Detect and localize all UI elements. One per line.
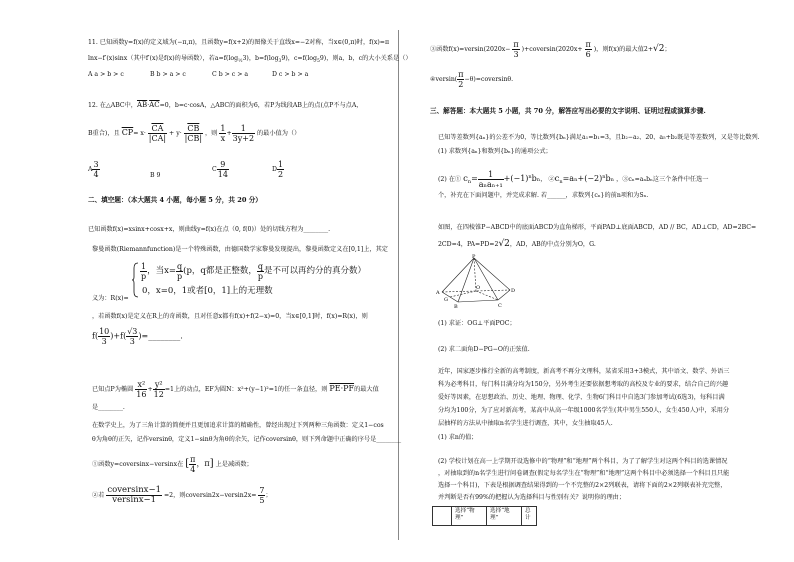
q15-part-a: 已知点P为椭圆 [92, 386, 134, 393]
q16-s3-b: )+coversin(2020x+ [521, 46, 583, 53]
q14-expr-c: )=________. [138, 331, 183, 341]
q19-part-1: (1) 求n的值； [438, 434, 478, 441]
q12-unit-ca [148, 124, 167, 143]
q19-line3: 爱好等因素，在思想政治、历史、地理、物理、化学、生物6门科目中自选3门参加考试(6选3)，每科目满 [438, 394, 725, 401]
q12-option-c-num: 9 [217, 160, 229, 170]
q11-line2-part1: lnx−f′(x)sinx（其中f′(x)是f(x)的导函数），若a=f(log [88, 55, 239, 62]
q11-option-b: B b > a > c [150, 71, 186, 78]
q15-y-frac [153, 380, 165, 399]
q16-s3-frac2-num: π [585, 40, 591, 49]
q12-frac-1-den: x [220, 134, 226, 143]
q16-s3-e: ； [664, 46, 671, 53]
q12-option-d-label: D [272, 166, 277, 173]
q16-line2: θ为角θ的正矢，记作versinθ，定义1−sinθ为角θ的余矢，记作coversinθ，则下列命题中正确的序号是________ [92, 436, 402, 443]
q11-line2-part2: 3)，b=f(log [242, 55, 279, 62]
q16-s2-num: coversinx−1 [107, 485, 161, 495]
q16-s3-a: ③函数f(x)=versin(2020x− [430, 46, 511, 53]
q16-s1-num: π [190, 455, 196, 464]
table-header-physics: 选择“物理” [452, 507, 487, 526]
q15-part-b: 上的动点，EF为圆N：x²+(y−1)²=1的任一条直径，则 [173, 386, 328, 393]
q14-expr-b: )+f( [110, 331, 127, 341]
q16-s3-c: )，则f(x)的最大值2+ [593, 46, 654, 53]
q12-plus: + [226, 130, 232, 137]
q14-expr-frac2 [126, 327, 138, 346]
q17-c2: c [554, 174, 560, 184]
q15-line2: 是________. [92, 404, 125, 411]
q14-case1-cond: (p，q都是正整数， [183, 266, 257, 276]
q19-part-2-line3: 选择一个科目)，下表是根据调查结果得到的一个不完整的2×2列联表，请将下面的2×2列联表补充完整， [438, 482, 727, 489]
section-2-heading: 二、填空题：（本大题共 4 小题，每小题 5 分，共 20 分） [88, 196, 262, 204]
q11-option-a: A a > b > c [88, 71, 124, 78]
q14-case-2: 0，x=0，1或者[0，1]上的无理数 [142, 286, 273, 296]
q17-c2-sub: n [559, 179, 563, 186]
q14-line3: ，若函数f(x)是定义在R上的奇函数，且对任意x都有f(x)+f(2−x)=0，当x∈[0,1]时，f(x)=R(x)，则 [92, 313, 368, 320]
q12-unit-cb [184, 124, 203, 143]
table-row [433, 507, 537, 526]
q12-frac-2 [232, 124, 255, 143]
q15-y-num: y² [153, 380, 165, 390]
q17-exp2: n [602, 173, 606, 180]
q14-def-label: 义为：R(x)= [92, 295, 129, 302]
q19-line2: 科为必考科目，每门科目满分均为150分，另外考生还要依据想考取的高校及专业的要求，结合自己的兴趣 [438, 381, 729, 388]
q14-expr-frac1 [98, 327, 110, 346]
q16-s4-b: −θ)=coversinθ. [464, 76, 514, 83]
q17-line1: 已知等差数列{aₙ}的公差不为0，等比数列{bₙ}满足a₁=b₁=3，且b₂−a₂、20、a₅+b₂既是等差数列，又是等比数列. [438, 134, 760, 141]
q12-cb-den: |CB| [184, 134, 203, 143]
table-cell-empty [433, 507, 452, 526]
q17-line2: (1) 求数列{aₙ}和数列{bₙ}的通项公式； [438, 148, 552, 155]
q16-s1-den: 4 [190, 465, 196, 474]
q12-frac-1-num: 1 [220, 124, 226, 133]
q16-s3-frac2 [585, 40, 592, 59]
label-a: A [436, 290, 440, 296]
q18-part-1: (1) 求证：OG⊥平面POC； [438, 320, 516, 327]
q14-expression [92, 327, 183, 346]
label-g: G [444, 297, 448, 303]
q12-plus-y: + y· [169, 130, 182, 137]
q16-s2-a: ②若 [92, 492, 105, 499]
q16-s1-a: ①函数y=coversinx−versinx在 [92, 461, 184, 468]
q11-line2-part3: 9)，c=f(log [281, 55, 317, 62]
label-o: O [476, 285, 481, 291]
q12-vec-ab: $\overline{AB}$ [137, 101, 148, 109]
q17-mid: ② [548, 176, 555, 183]
q12-option-c-den: 14 [217, 170, 228, 179]
label-p: P [472, 254, 476, 260]
q12-eq-x: = x· [133, 130, 146, 137]
q12-line2-part1: B重合)，且 [88, 130, 120, 137]
label-c: C [498, 303, 502, 308]
q12-option-a-num: 3 [93, 160, 99, 169]
q16-s2-b: =2，则coversin2x−versin2x= [163, 492, 257, 499]
q16-s2-val-num: 7 [259, 486, 265, 495]
q12-option-c-label: C [212, 166, 217, 173]
q11-option-d: D c > b > a [272, 71, 309, 78]
q17-frac [478, 170, 504, 189]
q12-line1-part2: =0，b=c·cosA，△ABC的面积为6，若P为线段AB上的点(点P不与点A， [159, 102, 363, 109]
q16-statement-1: ①函数y=coversinx−versinx在 [ $\frac{\pi}{4}$ ，π] 上是减函数； [92, 455, 253, 474]
q16-s3-frac1 [512, 40, 519, 59]
q18-line2 [438, 240, 596, 249]
q13-text: 已知函数f(x)=xsinx+cosx+x，则曲线y=f(x)在点（0, f(0)）处的切线方程为________. [88, 226, 331, 233]
q15-part-c: 的最大值 [354, 386, 379, 393]
q15-x-frac [135, 380, 147, 399]
q16-line1: 在数学史上，为了三角计算的简便并且更加追求计算的精确性，曾经出现过下列两种三角函数：定义1−cos [92, 422, 384, 429]
q16-s3-root: √2 [653, 44, 665, 54]
q12-then: ，则 [205, 130, 218, 137]
q12-option-d-num: 1 [277, 160, 284, 169]
q17-conditions [438, 170, 708, 189]
q17-frac-num: 1 [478, 170, 504, 180]
q17-c1-sub: n [467, 179, 472, 186]
q16-s1-upper: ，π [196, 459, 210, 468]
q14-case1-when: ，当x= [147, 266, 177, 276]
q16-s3-frac1-den: 3 [513, 50, 519, 59]
q19-part-2-line4: 并判断是否有99%的把握认为选择科目与性别有关？说明你的理由； [438, 494, 626, 501]
column-divider [398, 30, 399, 540]
q12-option-a-den: 4 [93, 170, 99, 179]
q17-eq: = [471, 174, 478, 183]
q17-post: ，③cₙ=aₙbₙ这三个条件中任选一 [616, 176, 709, 183]
q14-expr-frac2-den: 3 [129, 337, 135, 346]
q12-line2 [88, 124, 300, 143]
q12-vec-ac: $\overline{AC}$ [149, 101, 160, 109]
q12-option-b: B 9 [150, 172, 161, 179]
q16-statement-4 [430, 70, 513, 89]
q12-frac-2-num: 1 [232, 124, 255, 134]
q16-s2-den: versinx−1 [112, 495, 157, 505]
q14-case1-p: p [177, 272, 183, 281]
q16-statement-3 [430, 40, 671, 59]
q14-case1-num: 1 [141, 262, 147, 271]
q16-s4-num: π [458, 70, 464, 79]
q17-line4: 个，补充在下面问题中，并完成求解. 若______，求数列{cₙ}的前n项和为Sₙ. [438, 192, 649, 199]
q14-case1-p2: p [257, 272, 263, 281]
q18-part-2: (2) 求二面角D−PG−O的正弦值. [438, 346, 530, 353]
q14-case1-den: p [141, 272, 147, 281]
q18-line2-a: 2CD=4，PA=PD=2 [438, 241, 499, 248]
q14-case-1 [140, 262, 366, 281]
q17-plus-exp: n [528, 173, 532, 180]
q11-line2-part4: 9)，则a，b，c的大小关系是（） [319, 55, 412, 62]
q16-statement-2 [92, 486, 272, 505]
q16-s4-den: 2 [458, 80, 464, 89]
q17-plus: +(−1) [503, 174, 529, 183]
q18-line1: 如图，在四棱锥P−ABCD中的底面ABCD为直角梯形，平面PAD⊥底面ABCD，AD // BC，AD⊥CD，AD=2BC= [438, 224, 757, 231]
q14-case1-q2: q [257, 262, 263, 271]
q17-pre: (2) 在① [438, 176, 462, 183]
q15-y-den: 12 [153, 390, 164, 399]
contingency-table [432, 506, 537, 526]
q14-expr-frac1-num: 10 [99, 327, 110, 336]
q15-x-num: x² [135, 380, 147, 390]
q12-option-d [272, 160, 284, 179]
q17-bn2: bₙ [605, 174, 615, 183]
q14-case1-q: q [177, 262, 183, 271]
table-header-total: 总计 [522, 507, 537, 526]
q19-part-2-line1: (2) 学校计划在高一上学期开设选修中的“物理”和“地理”两个科目，为了了解学生对这两个科目的选课情况 [438, 458, 728, 465]
q12-option-c [212, 160, 229, 179]
q19-line5: 层抽样的方法从中抽取n名学生进行调查，其中，女生抽取45人. [438, 420, 613, 427]
label-b: B [454, 304, 458, 308]
q16-s3-frac2-den: 6 [585, 50, 591, 59]
q12-line1-part1: 12. 在△ABC中， [88, 102, 137, 109]
q11-option-c: C b > c > a [212, 71, 249, 78]
q12-tail: 的最小值为（） [257, 130, 301, 137]
q11-line1: 11. 已知函数y=f(x)的定义域为(−π,π)，且函数y=f(x+2)的图像关于直线x=−2对称，当x∈(0,π)时，f(x)=π [88, 39, 390, 46]
q17-bn: bₙ [531, 174, 541, 183]
q12-frac-2-den: 3y+2 [232, 134, 255, 143]
q17-frac-den: aₙaₙ₊₁ [478, 180, 503, 189]
q14-case1-tail: 是不可以再约分的真分数） [264, 266, 367, 276]
q16-s4-a: ④versin( [430, 76, 458, 83]
q14-brace [132, 262, 140, 298]
q12-ca-den: |CA| [148, 134, 167, 143]
q14-line1: 黎曼函数(Riemannfunction)是一个特殊函数，由德国数学家黎曼发现提出，黎曼函数定义在[0,1]上，其定 [92, 246, 388, 253]
q12-line1: 12. 在△ABC中，$\overline{AB}\cdot\overline{AC}=0$，b=c·cosA，△ABC的面积为6，若P为线段AB上的点(点P不与点A， [88, 101, 363, 109]
q16-s3-frac1-num: π [513, 40, 519, 49]
q12-option-a-frac [92, 160, 99, 179]
label-d: D [511, 288, 516, 294]
q12-cb-num: $\overline{CB}$ [184, 124, 203, 134]
q19-line1: 近年，国家逐步推行全新的高考制度，新高考不再分文理科，某省采用3+3模式，其中语文、数学、外语三 [438, 368, 730, 375]
q17-c1: c [463, 174, 468, 184]
q12-ca-num: $\overline{CA}$ [148, 124, 167, 134]
q15-vector-product: PE·PF [329, 384, 355, 393]
q12-option-c-frac [217, 160, 229, 179]
q14-case1-qp2 [257, 262, 264, 281]
table-header-geography: 选择“地理” [487, 507, 522, 526]
q17-eq2: =aₙ+(−2) [562, 174, 603, 183]
section-3-heading: 三、解答题：本大题共 5 小题，共 70 分，解答应写出必要的文字说明、证明过程或演算步骤. [430, 107, 706, 115]
q12-option-d-den: 2 [277, 170, 284, 179]
pyramid-figure [436, 254, 516, 308]
q15-line1 [92, 380, 379, 399]
q12-option-a-label: A [88, 166, 93, 173]
q17-sep: ， [540, 176, 547, 183]
q16-s2-val-den: 5 [259, 496, 265, 505]
q11-line2: lnx−f′(x)sinx（其中f′(x)是f(x)的导函数），若$a=f(\log_{\frac{1}{2}}3)$，$b=f(\log_39)$，$c=f(\log_59)$，则a，b，c的大小关系是（） [88, 55, 412, 65]
q14-expr-frac2-num: √3 [127, 327, 138, 336]
q12-vec-cp: $\overline{CP}$ [121, 128, 134, 137]
q14-expr-frac1-den: 3 [101, 337, 107, 346]
q15-plus: + [147, 386, 153, 393]
q16-s2-frac [106, 486, 162, 505]
q19-part-2-line2: ，对抽取到的n名学生进行问卷调查(假定每名学生在“物理”和“地理”这两个科目中必须选择一个科目且只能 [438, 470, 730, 477]
q12-option-a [88, 160, 100, 179]
q16-s2-c: ； [265, 492, 272, 499]
q19-line4: 分均为100分，为了应对新高考，某高中从高一年级1000名学生(其中男生550人，女生450人)中，采用分 [438, 407, 730, 414]
q18-line2-root: √2 [498, 239, 510, 249]
q16-s1-b: 上是减函数； [215, 461, 253, 468]
q18-line2-b: ，AD，AB的中点分别为O，G. [509, 241, 596, 248]
q15-eq: =1 [164, 386, 174, 393]
q15-x-den: 16 [136, 390, 147, 399]
q14-expr-a: f( [92, 331, 99, 341]
q12-option-d-frac [277, 160, 284, 179]
